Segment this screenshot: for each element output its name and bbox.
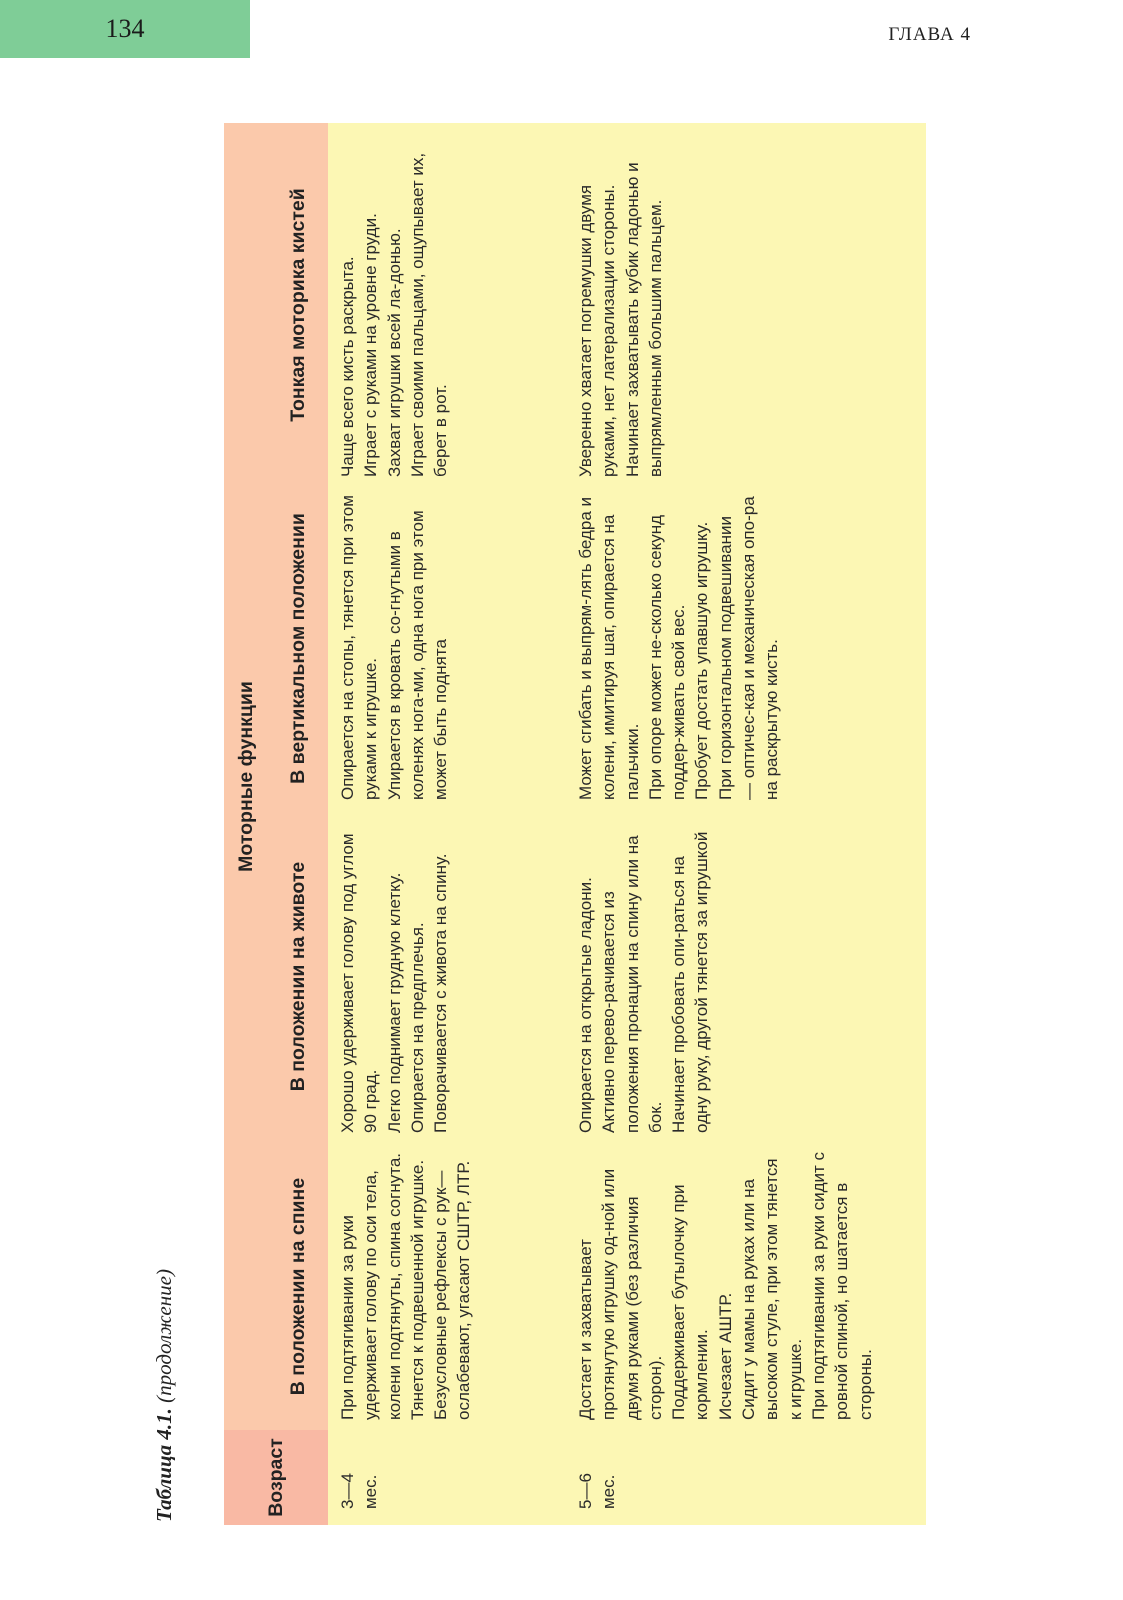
cell-back bbox=[328, 1143, 560, 1430]
cell-line: Исчезает АШТР. bbox=[715, 1292, 735, 1420]
cell-fine-motor bbox=[328, 123, 560, 487]
motor-functions-table bbox=[224, 123, 926, 1525]
cell-age: 3—4 мес. bbox=[328, 1430, 560, 1525]
table-row bbox=[560, 123, 926, 1525]
cell-line: Тянется к подвешенной игрушке. bbox=[407, 1159, 427, 1420]
header-belly: В положении на животе bbox=[268, 810, 328, 1143]
cell-line: Чаще всего кисть раскрыта. bbox=[338, 256, 357, 477]
cell-line: Сидит у мамы на руках или на высоком стуле, при этом тянется к игрушке. bbox=[739, 1158, 805, 1420]
header-age: Возраст bbox=[224, 1430, 328, 1525]
header-group-motor-functions: Моторные функции bbox=[224, 123, 268, 1430]
header-fine-motor: Тонкая моторика кистей bbox=[268, 123, 328, 487]
cell-line: Упирается в кровать со-гнутыми в коленях нога-ми, одна нога при этом может быть поднята bbox=[384, 510, 451, 800]
cell-line: Опирается на стопы, тянется при этом руками к игрушке. bbox=[338, 495, 381, 800]
page-number: 134 bbox=[105, 14, 145, 43]
cell-line: При опоре может не-сколько секунд поддер-живать свой вес. bbox=[645, 514, 689, 800]
cell-line: Поворачивается с живота на спину. bbox=[431, 853, 451, 1133]
table-row bbox=[328, 123, 560, 1525]
cell-belly bbox=[560, 810, 926, 1143]
cell-vertical bbox=[560, 487, 926, 810]
cell-back bbox=[560, 1143, 926, 1430]
table-caption bbox=[152, 1269, 177, 1522]
table bbox=[224, 123, 926, 1525]
cell-line: Захват игрушки всей ла-донью. bbox=[384, 228, 404, 477]
cell-line: Начинает захватывать кубик ладонью и выпрямленным большим пальцем. bbox=[622, 162, 665, 477]
cell-line: Уверенно хватает погремушки двумя руками, нет латерализации стороны. bbox=[576, 184, 619, 477]
header-back: В положении на спине bbox=[268, 1143, 328, 1430]
cell-line: Начинает пробовать опи-раться на одну руку, другой тянется за игрушкой bbox=[669, 831, 712, 1133]
cell-vertical bbox=[328, 487, 560, 810]
cell-line: При подтягивании за руки сидит с ровной спиной, но шатается в стороны. bbox=[808, 1152, 875, 1420]
table-caption-note: (продолжение) bbox=[152, 1269, 176, 1403]
cell-line: Хорошо удерживает голову под углом 90 град. bbox=[338, 833, 381, 1133]
cell-age: 5—6 мес. bbox=[560, 1430, 926, 1525]
table-caption-label: Таблица 4.1. bbox=[152, 1408, 176, 1522]
cell-belly bbox=[328, 810, 560, 1143]
chapter-title: ГЛАВА 4 bbox=[888, 24, 971, 45]
cell-line: Достает и захватывает протянутую игрушку од-ной или двумя руками (без различия сторон). bbox=[576, 1168, 665, 1420]
cell-line: При горизонтальном подвешивании — оптичес-кая и механическая опо-ра на раскрытую кисть. bbox=[715, 496, 782, 800]
cell-line: Безусловные рефлексы с рук—ослабевают, угасают СШТР, ЛТР. bbox=[431, 1160, 474, 1420]
cell-line: Легко поднимает грудную клетку. bbox=[384, 872, 404, 1133]
cell-line: Опирается на предплечья. bbox=[407, 922, 427, 1133]
cell-line: Играет с руками на уровне груди. bbox=[361, 213, 381, 477]
cell-line: Может сгибать и выпрям-лять бедра и колени, имитируя шаг, опирается на пальчики. bbox=[576, 496, 642, 800]
cell-line: Опирается на открытые ладони. Активно перево-рачивается из положения пронации на спину или на бок. bbox=[576, 835, 665, 1133]
cell-line: Играет своими пальцами, ощупывает их, берет в рот. bbox=[407, 152, 451, 477]
cell-line: При подтягивании за руки удерживает голову по оси тела, колени подтянуты, спина согнута. bbox=[338, 1152, 404, 1420]
header-vertical: В вертикальном положении bbox=[268, 487, 328, 810]
cell-line: Поддерживает бутылочку при кормлении. bbox=[669, 1184, 712, 1420]
cell-fine-motor bbox=[560, 123, 926, 487]
cell-line: Пробует достать упавшую игрушку. bbox=[692, 521, 712, 800]
